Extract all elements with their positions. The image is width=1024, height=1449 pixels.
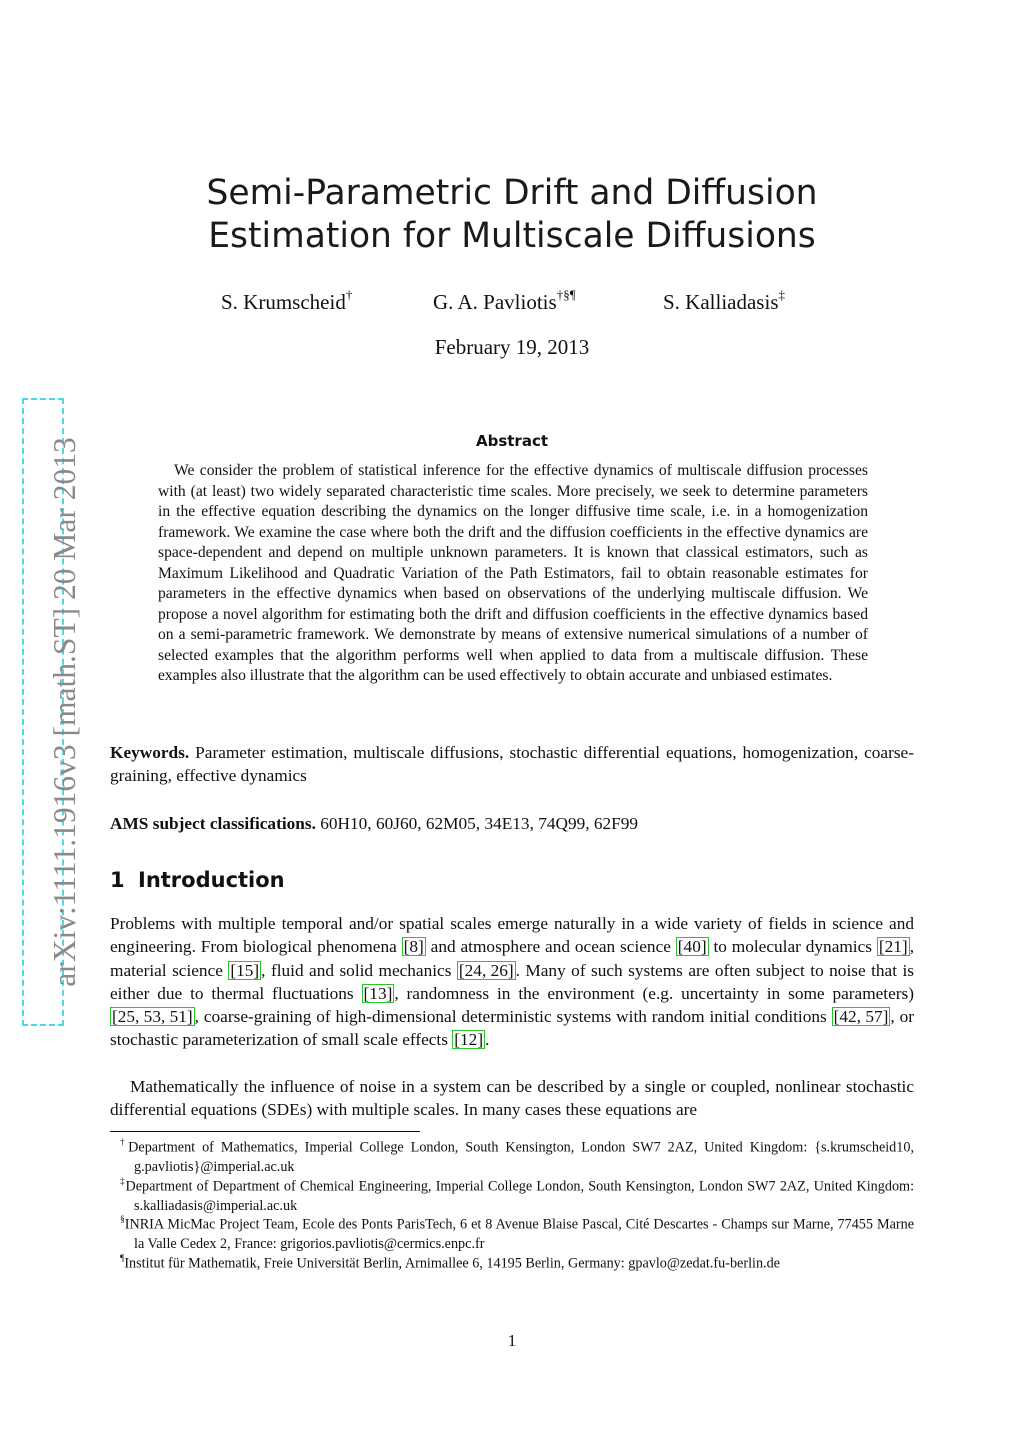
intro-paragraph-1: Problems with multiple temporal and/or spatial scales emerge naturally in a wide variety of fields in science and engineering. From biological phenomena [8] and atmosphere and ocean science [40] to molecular dynamics [21] , material science [15] , fluid and solid mechanics [24, 26] . Many of such systems are often subject to noise that is either due to thermal fluctuations [13] , randomness in the environment (e.g. uncertainty in some parameters) [25, 53, 51] , coarse-graining of high-dimensional deterministic systems with random initial conditions [42, 57] , or stochastic parameterization of small scale effects [12] . (110, 914, 915, 1050)
ams-text: 60H10, 60J60, 62M05, 34E13, 74Q99, 62F99 (320, 814, 639, 833)
page-number: 1 (507, 1331, 517, 1350)
keywords (110, 741, 914, 787)
title-line-1: Semi-Parametric Drift and Diffusion (206, 173, 818, 213)
footnote-mark: ¶ (120, 1254, 125, 1264)
footnote-mark: ‡ (120, 1177, 126, 1187)
abstract-heading: Abstract (475, 432, 549, 450)
citation-link[interactable]: [21] (878, 937, 908, 957)
citation-link[interactable]: [24, 26] (458, 960, 514, 980)
abstract-text: We consider the problem of statistical inference for the effective dynamics of multiscale diffusion processes with (at least) two widely separated characteristic time scales. More precisely, we seek to determine parameters in the effective equation describing the dynamics on the longer diffusive time scale, i.e. in a homogenization framework. We examine the case where both the drift and the diffusion coefficients in the effective dynamics are space-dependent and depend on multiple unknown parameters. It is known that classical estimators, such as Maximum Likelihood and Quadratic Variation of the Path Estimators, fail to obtain reasonable estimates for parameters in the effective dynamics when based on observations of the underlying multiscale diffusion. We propose a novel algorithm for estimating both the drift and diffusion coefficients in the effective dynamics based on a semi-parametric framework. We demonstrate by means of extensive numerical simulations of a number of selected examples that the algorithm performs well when applied to data from a multiscale diffusion. These examples also illustrate that the algorithm can be used effectively to obtain accurate and unbiased estimates. (158, 462, 868, 684)
section-heading (110, 866, 285, 894)
keywords-label: Keywords. (110, 743, 190, 762)
section-number: 1 (110, 868, 125, 892)
footnote-affiliation: §INRIA MicMac Project Team, Ecole des Ponts ParisTech, 6 et 8 Avenue Blaise Pascal, Cité Descartes - Champs sur Marne, 77455 Marne la Valle Cedex 2, France: grigorios.pavliotis@cermics.enpc.fr (120, 1215, 914, 1252)
author-affiliation-marks: † (345, 287, 353, 302)
citation-link[interactable]: [42, 57] (833, 1007, 889, 1027)
keywords-text: Parameter estimation, multiscale diffusions, stochastic differential equations, homogenization, coarse-graining, effective dynamics (110, 743, 914, 785)
publication-date: February 19, 2013 (434, 335, 590, 359)
footnote-mark: § (120, 1215, 125, 1225)
footnote-affiliation: ‡Department of Department of Chemical Engineering, Imperial College London, South Kensington, London SW7 2AZ, United Kingdom: s.kalliadasis@imperial.ac.uk (120, 1177, 915, 1214)
footnote-affiliation: ¶Institut für Mathematik, Freie Universität Berlin, Arnimallee 6, 14195 Berlin, Germany: gpavlo@zedat.fu-berlin.de (120, 1254, 780, 1272)
citation-link[interactable]: [13] (363, 983, 393, 1003)
title-line-2: Estimation for Multiscale Diffusions (208, 216, 816, 256)
ams-classifications (110, 812, 914, 835)
footnote-divider (110, 1131, 420, 1132)
citation-link[interactable]: [40] (677, 937, 707, 957)
section-title: Introduction (138, 868, 285, 892)
author-krumscheid: S. Krumscheid† (221, 287, 353, 314)
ams-label: AMS subject classifications. (110, 814, 316, 833)
arxiv-stamp (22, 398, 82, 1026)
citation-link[interactable]: [8] (403, 937, 424, 957)
footnote-mark: † (120, 1138, 129, 1148)
arxiv-identifier: arXiv:1111.1916v3 [math.ST] 20 Mar 2013 (47, 437, 82, 987)
author-kalliadasis: S. Kalliadasis‡ (663, 287, 785, 314)
citation-link[interactable]: [12] (454, 1030, 484, 1050)
author-affiliation-marks: ‡ (778, 287, 785, 302)
paper-title (110, 172, 914, 258)
footnote-affiliation: †Department of Mathematics, Imperial College London, South Kensington, London SW7 2AZ, United Kingdom: {s.krumscheid10, g.pavliotis}@imperial.ac.uk (120, 1138, 915, 1175)
author-pavliotis: G. A. Pavliotis†§¶ (433, 287, 576, 314)
citation-link[interactable]: [25, 53, 51] (112, 1007, 193, 1027)
intro-paragraph-2: Mathematically the influence of noise in a system can be described by a single or coupled, nonlinear stochastic differential equations (SDEs) with multiple scales. In many cases these equations are (110, 1077, 914, 1120)
author-affiliation-marks: †§¶ (556, 287, 576, 302)
citation-link[interactable]: [15] (230, 960, 260, 980)
